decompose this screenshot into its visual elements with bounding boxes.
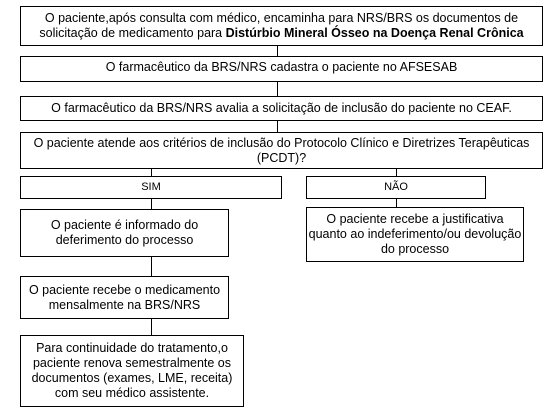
connector-yes1-yes2 — [151, 256, 152, 276]
step-avaliacao — [20, 96, 543, 121]
connector-1-2 — [277, 45, 278, 56]
connector-2-3 — [277, 81, 278, 96]
step-indeferimento — [306, 207, 524, 262]
step-recebe-medicamento-text: O paciente recebe o medicamento mensalmente na BRS/NRS — [28, 282, 221, 312]
connector-question-sim — [151, 168, 152, 176]
connector-sim-yes1 — [151, 198, 152, 209]
branch-nao-label: NÃO — [384, 181, 408, 193]
decision-pcdt-text: O paciente atende aos critérios de inclusão do Protocolo Clínico e Diretrizes Terapêuticas (PCDT)? — [33, 135, 530, 165]
branch-nao — [306, 176, 486, 199]
step-cadastro-text: O farmacêutico da BRS/NRS cadastra o paciente no AFSESAB — [105, 60, 458, 74]
connector-nao-no1 — [396, 198, 397, 207]
step-cadastro — [20, 56, 543, 82]
step-consulta-text: O paciente,após consulta com médico, encaminha para NRS/BRS os documentos de solicitação de medicamento para Distúrbio Mineral Ósseo na Doença Renal Crônica — [39, 11, 524, 40]
connector-3-question — [277, 120, 278, 132]
step-renovacao — [20, 335, 244, 407]
step-deferimento-text: O paciente é informado do deferimento do processo — [50, 218, 199, 247]
step-recebe-medicamento — [20, 276, 229, 319]
step-consulta — [20, 6, 543, 46]
branch-sim-label: SIM — [141, 181, 161, 193]
connector-question-nao — [396, 168, 397, 176]
step-deferimento — [20, 209, 229, 257]
branch-sim — [20, 176, 282, 199]
step-renovacao-text: Para continuidade do tratamento,o paciente renova semestralmente os documentos (exames, LME, receita) com seu médico assistente. — [31, 341, 233, 400]
step-avaliacao-text: O farmacêutico da BRS/NRS avalia a solicitação de inclusão do paciente no CEAF. — [51, 101, 512, 115]
decision-pcdt — [20, 132, 543, 169]
step-indeferimento-text: O paciente recebe a justificativa quanto ao indeferimento/ou devolução do processo — [308, 212, 522, 256]
connector-yes2-yes3 — [151, 318, 152, 335]
